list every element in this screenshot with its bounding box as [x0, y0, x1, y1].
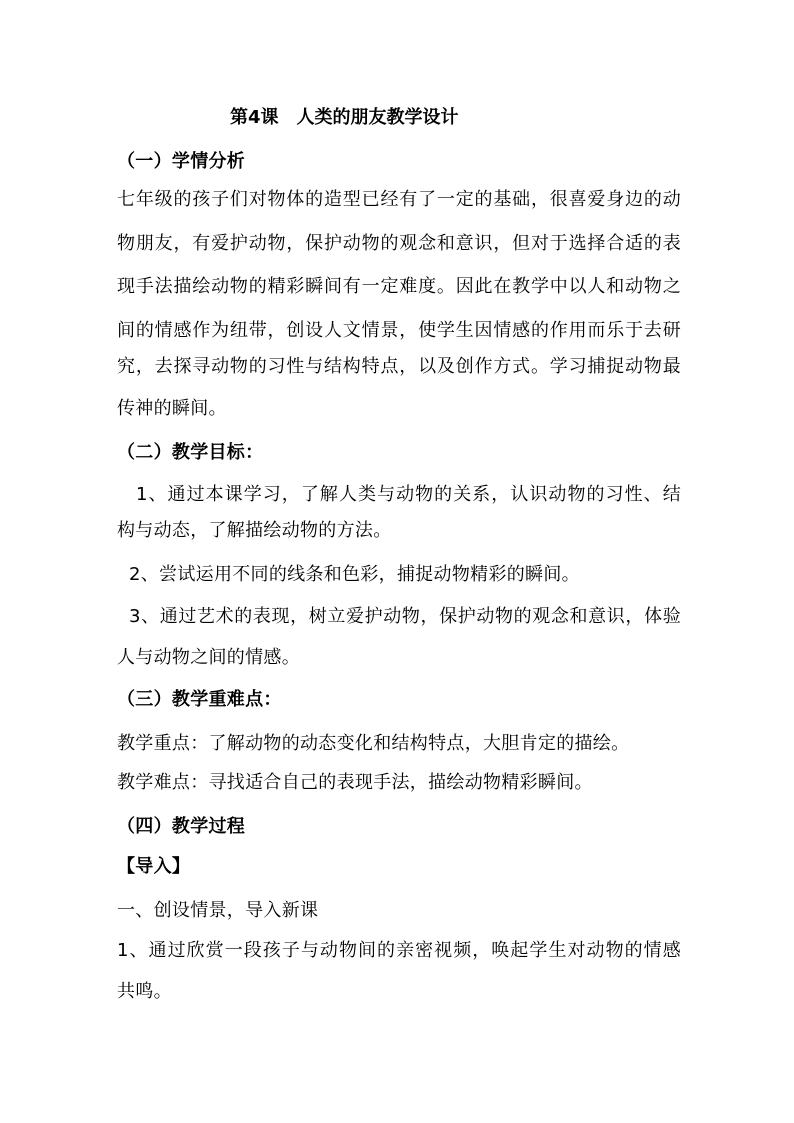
- document-title: 第4课 人类的朋友教学设计: [230, 107, 459, 128]
- section-heading-learning-analysis: （一）学情分析: [117, 151, 246, 172]
- subheading-introduction: 【导入】: [117, 856, 191, 877]
- section-heading-key-points: （三）教学重难点：: [117, 689, 282, 710]
- section-heading-teaching-goals: （二）教学目标：: [117, 442, 264, 463]
- paragraph-line: 传神的瞬间。: [117, 398, 227, 419]
- intro-step-heading: 一、创设情景，导入新课: [117, 900, 319, 921]
- goal-item-3: 3、通过艺术的表现，树立爱护动物，保护动物的观念和意识，体验: [129, 606, 681, 627]
- paragraph-line: 七年级的孩子们对物体的造型已经有了一定的基础，很喜爱身边的动: [117, 189, 681, 210]
- goal-item-3-cont: 人与动物之间的情感。: [117, 647, 300, 668]
- intro-step-1: 1、通过欣赏一段孩子与动物间的亲密视频，唤起学生对动物的情感: [117, 940, 681, 961]
- key-point-line: 教学重点：了解动物的动态变化和结构特点，大胆肯定的描绘。: [117, 733, 630, 754]
- paragraph-line: 究，去探寻动物的习性与结构特点，以及创作方式。学习捕捉动物最: [117, 356, 681, 377]
- paragraph-line: 物朋友，有爱护动物，保护动物的观念和意识，但对于选择合适的表: [117, 233, 681, 254]
- intro-step-1-cont: 共鸣。: [117, 981, 172, 1002]
- goal-item-2: 2、尝试运用不同的线条和色彩，捕捉动物精彩的瞬间。: [129, 564, 580, 585]
- paragraph-line: 间的情感作为纽带，创设人文情景，使学生因情感的作用而乐于去研: [117, 320, 681, 341]
- paragraph-line: 现手法描绘动物的精彩瞬间有一定难度。因此在教学中以人和动物之: [117, 276, 681, 297]
- section-heading-teaching-process: （四）教学过程: [117, 816, 246, 837]
- difficult-point-line: 教学难点：寻找适合自己的表现手法，描绘动物精彩瞬间。: [117, 772, 593, 793]
- goal-item-1: 1、通过本课学习，了解人类与动物的关系，认识动物的习性、结: [136, 484, 681, 505]
- goal-item-1-cont: 构与动态，了解描绘动物的方法。: [117, 520, 392, 541]
